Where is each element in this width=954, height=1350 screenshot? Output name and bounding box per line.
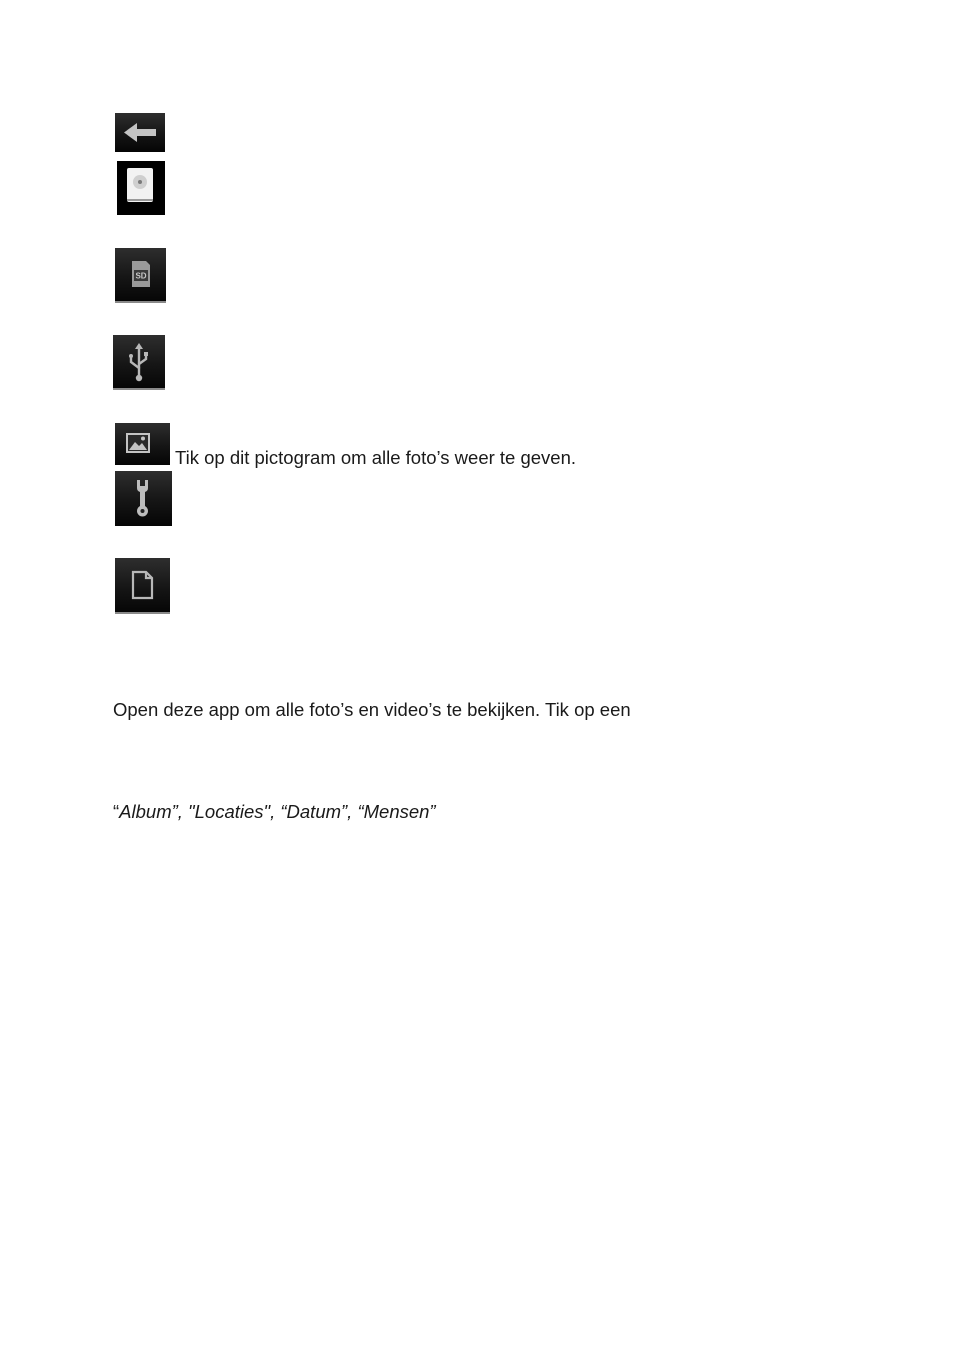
- back-arrow-glyph: [115, 113, 165, 152]
- internal-storage-glyph: [117, 161, 165, 215]
- sd-card-glyph: [115, 248, 166, 303]
- view-names-line: [113, 801, 436, 823]
- document-glyph: [115, 558, 170, 614]
- sd-card-icon: [115, 248, 166, 303]
- sd-card-label: SD: [135, 271, 147, 281]
- view-names-open-quote: “: [113, 801, 120, 822]
- internal-storage-icon: [117, 161, 165, 215]
- body-paragraph: Open deze app om alle foto’s en video’s te bekijken. Tik op een: [113, 699, 631, 720]
- document-icon: [115, 558, 170, 614]
- back-arrow-icon: [115, 113, 165, 152]
- usb-glyph: [113, 335, 165, 390]
- photo-glyph: [115, 423, 170, 465]
- usb-icon: [113, 335, 165, 390]
- view-names-list: Album”, "Locaties", “Datum”, “Mensen”: [119, 801, 436, 822]
- wrench-icon: [115, 471, 172, 526]
- photo-icon-caption: Tik op dit pictogram om alle foto’s weer te geven.: [175, 447, 577, 468]
- wrench-glyph: [115, 471, 172, 526]
- photo-icon: [115, 423, 170, 465]
